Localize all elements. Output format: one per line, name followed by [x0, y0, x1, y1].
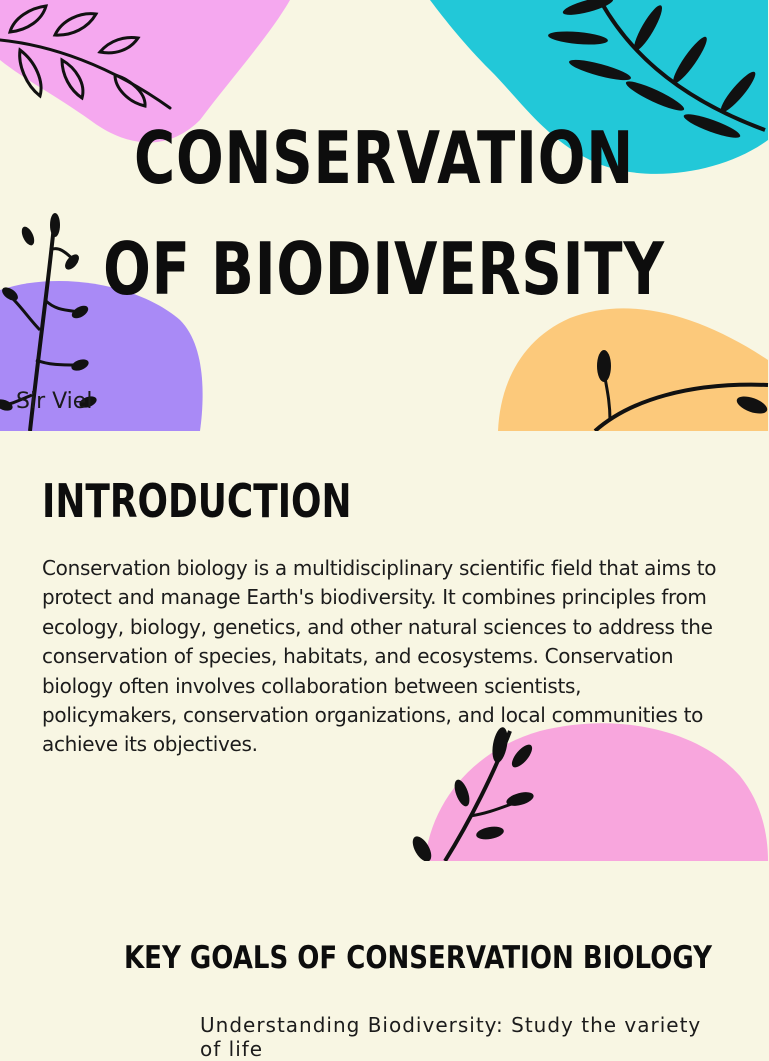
orange-blob [498, 308, 768, 431]
key-goals-first-line: Understanding Biodiversity: Study the variety of life [200, 1013, 702, 1061]
introduction-page [0, 431, 768, 861]
introduction-body: Conservation biology is a multidisciplinary scientific field that aims to protect and manage Earth's biodiversity. It combines principles from ecology, biology, genetics, and other natural sciences to address the conservation of species, habitats, and ecosystems. Conservation biology often involves collaboration between scientists, policymakers, conservation organizations, and local communities to achieve its objectives. [42, 556, 717, 757]
cover-title-line-2: OF BIODIVERSITY [103, 227, 665, 311]
cover-title-line-1: CONSERVATION [133, 116, 635, 200]
key-goals-heading: KEY GOALS OF CONSERVATION BIOLOGY [124, 940, 712, 976]
author-name: Sir Viel [16, 389, 93, 414]
introduction-heading: INTRODUCTION [42, 474, 352, 528]
cover-page [0, 0, 768, 431]
cover-decorations [0, 0, 768, 431]
key-goals-page [0, 861, 768, 1061]
